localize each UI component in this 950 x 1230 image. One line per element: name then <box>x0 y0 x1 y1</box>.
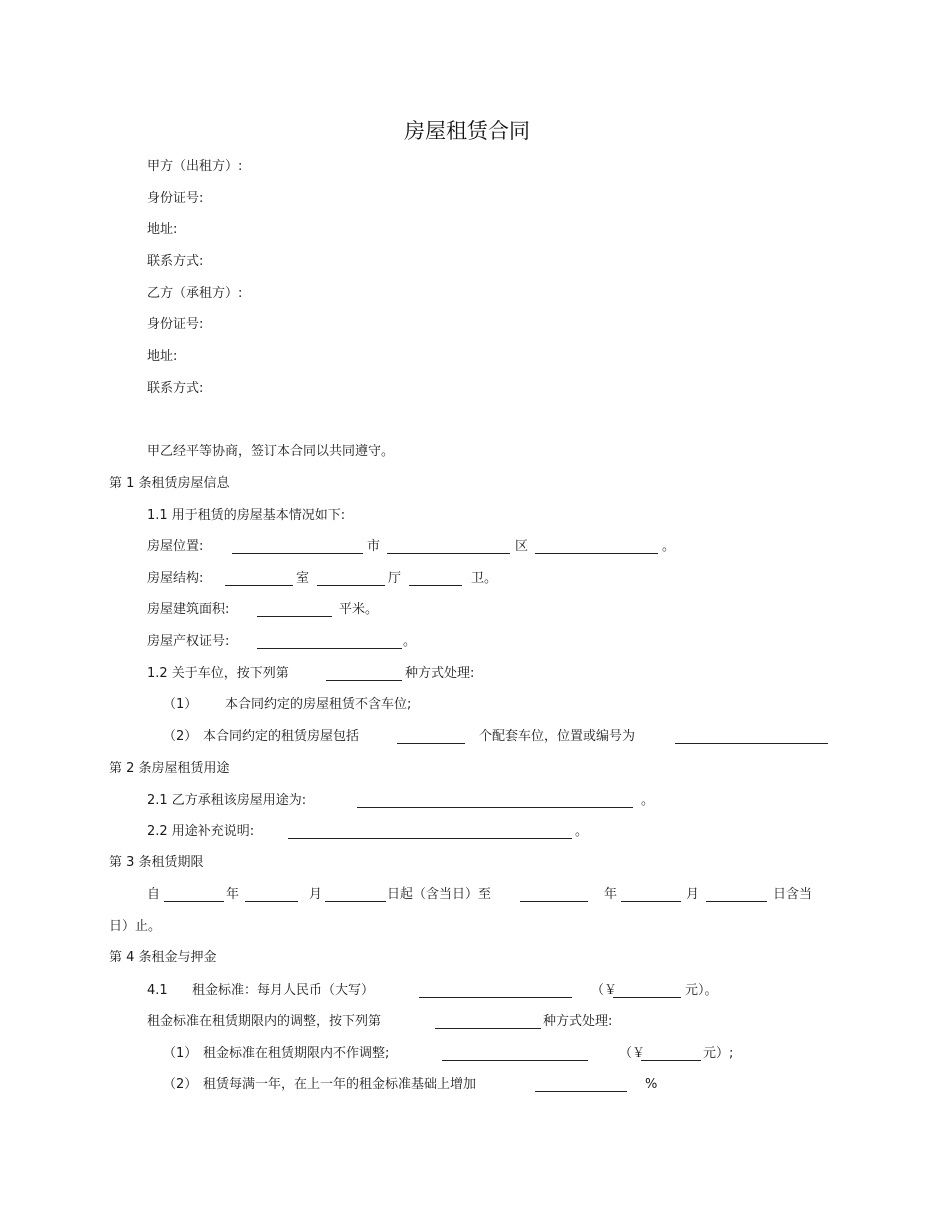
party-a-label: 甲方（出租方）: <box>147 159 243 174</box>
section-4-1-text: 租金标准：每月人民币（大写） <box>192 983 375 998</box>
lease-term-line <box>147 886 837 904</box>
area-label: 房屋建筑面积: <box>147 602 230 617</box>
document-title: 房屋租赁合同 <box>404 119 530 143</box>
usage-blank[interactable] <box>357 807 633 808</box>
start-month-blank[interactable] <box>245 901 298 902</box>
hall-label: 厅 <box>388 571 402 586</box>
section-1-2 <box>147 665 547 683</box>
preamble: 甲乙经平等协商，签订本合同以共同遵守。 <box>147 444 395 459</box>
section-1-2-end: 种方式处理: <box>405 666 475 681</box>
bath-blank[interactable] <box>409 585 462 586</box>
rent-adjustment-end: 种方式处理: <box>543 1014 613 1029</box>
option-2-text-cont: 个配套车位，位置或编号为 <box>479 729 636 744</box>
adjustment-option-blank[interactable] <box>435 1028 541 1029</box>
parking-option-blank[interactable] <box>326 680 402 681</box>
section-2-2-end: 。 <box>575 824 589 839</box>
section-2-2 <box>147 823 607 841</box>
section-2-1-end: 。 <box>641 793 655 808</box>
option-2-number: （2） <box>163 729 198 744</box>
end-month-blank[interactable] <box>621 901 681 902</box>
section-1-2-text: 1.2 关于车位，按下列第 <box>147 666 289 681</box>
party-b-address-label: 地址: <box>147 349 178 364</box>
option-2-text: 本合同约定的租赁房屋包括 <box>203 729 360 744</box>
rent-end: 元）。 <box>685 983 718 998</box>
room-label: 室 <box>296 571 310 586</box>
adjustment-option-1 <box>163 1045 763 1063</box>
section-1-1: 1.1 用于租赁的房屋基本情况如下: <box>147 508 346 523</box>
usage-note-blank[interactable] <box>288 838 572 839</box>
rent-adjustment-line <box>147 1013 647 1031</box>
adj-1-number: （1） <box>163 1046 198 1061</box>
area-line <box>147 601 447 619</box>
adj-2-number: （2） <box>163 1077 198 1092</box>
location-label: 房屋位置: <box>147 539 204 554</box>
section-2-1 <box>147 792 667 810</box>
cert-end: 。 <box>403 634 417 649</box>
term-year-2: 年 <box>604 887 618 902</box>
rent-uppercase-blank[interactable] <box>419 997 572 998</box>
city-label: 市 <box>367 539 381 554</box>
city-blank[interactable] <box>232 553 363 554</box>
option-1-text: 本合同约定的房屋租赁不含车位; <box>225 697 412 712</box>
party-a-id-label: 身份证号: <box>147 191 204 206</box>
party-a-contact-label: 联系方式: <box>147 254 204 269</box>
section-2-1-text: 2.1 乙方承租该房屋用途为: <box>147 793 307 808</box>
adjustment-option-2 <box>163 1076 683 1094</box>
area-blank[interactable] <box>257 616 332 617</box>
term-day-end: 日含当 <box>773 887 813 902</box>
party-b-label: 乙方（承租方）: <box>147 286 243 301</box>
district-label: 区 <box>515 539 529 554</box>
rent-yen: （￥ <box>591 983 618 998</box>
end-day-blank[interactable] <box>706 901 767 902</box>
cert-label: 房屋产权证号: <box>147 634 230 649</box>
party-a-address-label: 地址: <box>147 222 178 237</box>
room-blank[interactable] <box>225 585 293 586</box>
location-line <box>147 538 707 556</box>
term-day-start: 日起（含当日）至 <box>387 887 492 902</box>
party-b-id-label: 身份证号: <box>147 317 204 332</box>
article-3-heading: 第 3 条租赁期限 <box>109 855 204 870</box>
end-year-blank[interactable] <box>520 901 588 902</box>
district-blank[interactable] <box>387 553 510 554</box>
adj-1-amount-blank[interactable] <box>641 1060 701 1061</box>
adj-2-text: 租赁每满一年，在上一年的租金标准基础上增加 <box>203 1077 477 1092</box>
term-month: 月 <box>309 887 323 902</box>
term-month-2: 月 <box>686 887 700 902</box>
article-4-heading: 第 4 条租金与押金 <box>109 950 217 965</box>
increase-percent-blank[interactable] <box>535 1091 627 1092</box>
party-b-contact-label: 联系方式: <box>147 381 204 396</box>
location-end: 。 <box>662 539 676 554</box>
adj-1-text: 租金标准在租赁期限内不作调整; <box>203 1046 390 1061</box>
adj-1-end: 元）; <box>703 1046 734 1061</box>
cert-line <box>147 633 447 651</box>
rent-adjustment-text: 租金标准在租赁期限内的调整，按下列第 <box>147 1014 382 1029</box>
location-detail-blank[interactable] <box>535 553 658 554</box>
term-year: 年 <box>226 887 240 902</box>
parking-count-blank[interactable] <box>397 743 465 744</box>
start-year-blank[interactable] <box>164 901 224 902</box>
cert-blank[interactable] <box>257 648 402 649</box>
parking-option-1 <box>163 696 563 714</box>
lease-term-continuation: 日）止。 <box>109 919 162 934</box>
term-from: 自 <box>147 887 161 902</box>
section-4-1 <box>147 982 747 1000</box>
article-1-heading: 第 1 条租赁房屋信息 <box>109 476 230 491</box>
adj-1-yen: （￥ <box>619 1046 646 1061</box>
area-unit: 平米。 <box>339 602 379 617</box>
parking-option-2 <box>163 728 843 746</box>
percent-sign: % <box>645 1077 658 1092</box>
section-2-2-text: 2.2 用途补充说明: <box>147 824 255 839</box>
bath-label: 卫。 <box>471 571 498 586</box>
structure-line <box>147 570 547 588</box>
option-1-number: （1） <box>163 697 198 712</box>
adj-1-blank[interactable] <box>442 1060 588 1061</box>
rent-amount-blank[interactable] <box>613 997 681 998</box>
structure-label: 房屋结构: <box>147 571 204 586</box>
parking-number-blank[interactable] <box>675 743 828 744</box>
hall-blank[interactable] <box>317 585 385 586</box>
article-2-heading: 第 2 条房屋租赁用途 <box>109 761 230 776</box>
start-day-blank[interactable] <box>325 901 386 902</box>
section-4-1-number: 4.1 <box>147 983 168 998</box>
